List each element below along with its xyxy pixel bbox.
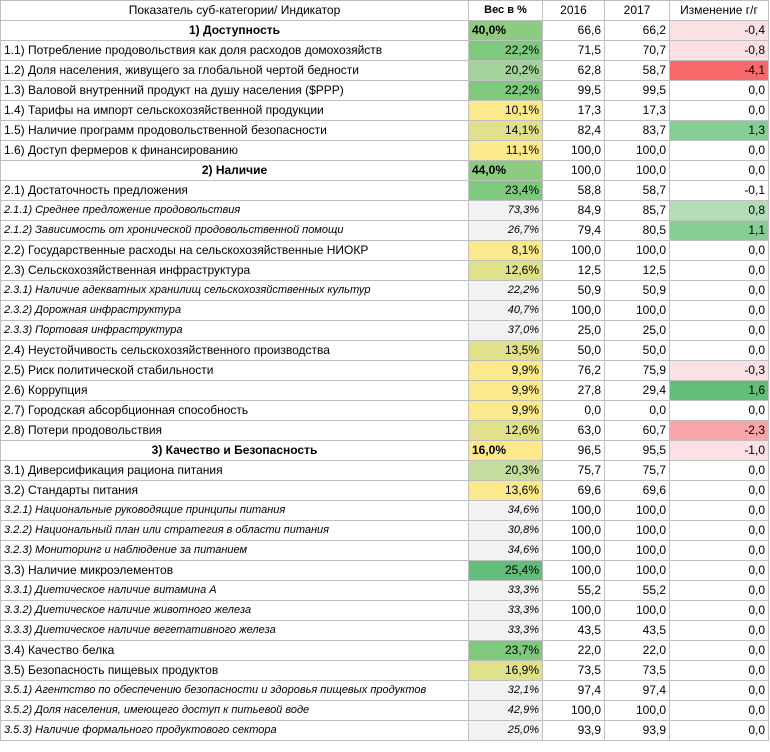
row-2017[interactable]: 66,2 (605, 21, 670, 41)
row-change[interactable]: -0,4 (670, 21, 769, 41)
row-change[interactable]: 1,1 (670, 221, 769, 241)
row-2016[interactable]: 76,2 (543, 361, 605, 381)
row-change[interactable]: 0,0 (670, 101, 769, 121)
row-2017[interactable]: 0,0 (605, 401, 670, 421)
table-row (1, 121, 769, 141)
row-2017[interactable]: 69,6 (605, 481, 670, 501)
row-label[interactable]: 3.2) Стандарты питания (1, 481, 469, 501)
row-2016[interactable]: 75,7 (543, 461, 605, 481)
header-row (1, 1, 769, 21)
row-label[interactable]: 2.4) Неустойчивость сельскохозяйственного производства (1, 341, 469, 361)
row-2016[interactable]: 97,4 (543, 681, 605, 701)
row-2016[interactable]: 71,5 (543, 41, 605, 61)
row-label[interactable]: 1.5) Наличие программ продовольственной безопасности (1, 121, 469, 141)
table-row (1, 341, 769, 361)
row-label[interactable]: 2.1.2) Зависимость от хронической продовольственной помощи (1, 221, 469, 241)
row-weight[interactable]: 12,6% (469, 421, 543, 441)
row-change[interactable]: 0,0 (670, 561, 769, 581)
row-2016[interactable]: 84,9 (543, 201, 605, 221)
row-2016[interactable]: 100,0 (543, 161, 605, 181)
row-weight[interactable]: 25,0% (469, 721, 543, 741)
row-2017[interactable]: 17,3 (605, 101, 670, 121)
row-weight[interactable]: 16,0% (469, 441, 543, 461)
row-2016[interactable]: 63,0 (543, 421, 605, 441)
row-2017[interactable]: 100,0 (605, 561, 670, 581)
row-weight[interactable]: 9,9% (469, 381, 543, 401)
row-label[interactable]: 3.5.3) Наличие формального продуктового сектора (1, 721, 469, 741)
row-2017[interactable]: 100,0 (605, 161, 670, 181)
row-2016[interactable]: 100,0 (543, 561, 605, 581)
row-change[interactable]: 0,0 (670, 161, 769, 181)
row-label[interactable]: 3.5.1) Агентство по обеспечению безопасности и здоровья пищевых продуктов (1, 681, 469, 701)
table-row (1, 601, 769, 621)
row-label[interactable]: 2.3.3) Портовая инфраструктура (1, 321, 469, 341)
row-label[interactable]: 2.8) Потери продовольствия (1, 421, 469, 441)
row-weight[interactable]: 32,1% (469, 681, 543, 701)
row-2017[interactable]: 29,4 (605, 381, 670, 401)
row-label[interactable]: 3.3) Наличие микроэлементов (1, 561, 469, 581)
row-weight[interactable]: 8,1% (469, 241, 543, 261)
table-row (1, 541, 769, 561)
row-change[interactable]: 0,0 (670, 501, 769, 521)
row-2017[interactable]: 60,7 (605, 421, 670, 441)
table-row (1, 521, 769, 541)
row-change[interactable]: 0,0 (670, 281, 769, 301)
row-2017[interactable]: 75,9 (605, 361, 670, 381)
table-row (1, 721, 769, 741)
row-label[interactable]: 3.2.2) Национальный план или стратегия в области питания (1, 521, 469, 541)
row-change[interactable]: 0,0 (670, 581, 769, 601)
row-weight[interactable]: 34,6% (469, 541, 543, 561)
table-row (1, 701, 769, 721)
row-2017[interactable]: 55,2 (605, 581, 670, 601)
table-row (1, 461, 769, 481)
row-2016[interactable]: 55,2 (543, 581, 605, 601)
table-row (1, 181, 769, 201)
row-2016[interactable]: 50,0 (543, 341, 605, 361)
row-change[interactable]: 0,0 (670, 481, 769, 501)
row-2017[interactable]: 100,0 (605, 301, 670, 321)
table-row (1, 41, 769, 61)
row-change[interactable]: -2,3 (670, 421, 769, 441)
row-change[interactable]: -0,1 (670, 181, 769, 201)
row-2016[interactable]: 69,6 (543, 481, 605, 501)
row-weight[interactable]: 40,0% (469, 21, 543, 41)
row-weight[interactable]: 11,1% (469, 141, 543, 161)
row-2017[interactable]: 12,5 (605, 261, 670, 281)
row-2017[interactable]: 75,7 (605, 461, 670, 481)
row-2017[interactable]: 85,7 (605, 201, 670, 221)
row-weight[interactable]: 33,3% (469, 601, 543, 621)
row-change[interactable]: 0,0 (670, 341, 769, 361)
row-2016[interactable]: 100,0 (543, 301, 605, 321)
row-2016[interactable]: 25,0 (543, 321, 605, 341)
row-2017[interactable]: 22,0 (605, 641, 670, 661)
row-2016[interactable]: 58,8 (543, 181, 605, 201)
row-2017[interactable]: 100,0 (605, 701, 670, 721)
table-row (1, 561, 769, 581)
row-label[interactable]: 2.3.2) Дорожная инфраструктура (1, 301, 469, 321)
row-label[interactable]: 2.5) Риск политической стабильности (1, 361, 469, 381)
row-2017[interactable]: 58,7 (605, 181, 670, 201)
row-weight[interactable]: 33,3% (469, 581, 543, 601)
table-row (1, 301, 769, 321)
row-change[interactable]: 0,0 (670, 461, 769, 481)
row-change[interactable]: 0,0 (670, 661, 769, 681)
category-row-quality-safety (1, 441, 769, 461)
row-2016[interactable]: 62,8 (543, 61, 605, 81)
row-label[interactable]: 2.1) Достаточность предложения (1, 181, 469, 201)
row-2017[interactable]: 50,9 (605, 281, 670, 301)
table-row (1, 101, 769, 121)
row-change[interactable]: 0,8 (670, 201, 769, 221)
row-label[interactable]: 1.2) Доля населения, живущего за глобальной чертой бедности (1, 61, 469, 81)
row-change[interactable]: 0,0 (670, 321, 769, 341)
row-change[interactable]: 0,0 (670, 81, 769, 101)
row-2017[interactable]: 95,5 (605, 441, 670, 461)
row-weight[interactable]: 14,1% (469, 121, 543, 141)
row-2016[interactable]: 73,5 (543, 661, 605, 681)
table-row (1, 681, 769, 701)
row-2016[interactable]: 66,6 (543, 21, 605, 41)
row-2017[interactable]: 100,0 (605, 501, 670, 521)
row-label[interactable]: 2.3) Сельскохозяйственная инфраструктура (1, 261, 469, 281)
row-weight[interactable]: 22,2% (469, 281, 543, 301)
row-change[interactable]: 0,0 (670, 701, 769, 721)
row-2017[interactable]: 100,0 (605, 241, 670, 261)
row-label[interactable]: 3.2.3) Мониторинг и наблюдение за питанием (1, 541, 469, 561)
table-row (1, 281, 769, 301)
row-weight[interactable]: 12,6% (469, 261, 543, 281)
table-row (1, 61, 769, 81)
row-weight[interactable]: 10,1% (469, 101, 543, 121)
table-row (1, 201, 769, 221)
table-row (1, 401, 769, 421)
table-row (1, 581, 769, 601)
header-2016[interactable]: 2016 (543, 1, 605, 21)
row-2017[interactable]: 80,5 (605, 221, 670, 241)
row-weight[interactable]: 73,3% (469, 201, 543, 221)
row-label[interactable]: 1.3) Валовой внутренний продукт на душу населения ($PPP) (1, 81, 469, 101)
row-2016[interactable]: 100,0 (543, 241, 605, 261)
row-2016[interactable]: 79,4 (543, 221, 605, 241)
table-row (1, 641, 769, 661)
row-weight[interactable]: 9,9% (469, 401, 543, 421)
row-2017[interactable]: 50,0 (605, 341, 670, 361)
row-change[interactable]: 0,0 (670, 141, 769, 161)
row-label[interactable]: 1.1) Потребление продовольствия как доля расходов домохозяйств (1, 41, 469, 61)
row-2016[interactable]: 22,0 (543, 641, 605, 661)
table-row (1, 501, 769, 521)
row-label[interactable]: 2.1.1) Среднее предложение продовольствия (1, 201, 469, 221)
row-label[interactable]: 3.1) Диверсификация рациона питания (1, 461, 469, 481)
row-label[interactable]: 1.4) Тарифы на импорт сельскохозяйственной продукции (1, 101, 469, 121)
table-row (1, 661, 769, 681)
row-label[interactable]: 2.3.1) Наличие адекватных хранилищ сельскохозяйственных культур (1, 281, 469, 301)
table-row (1, 81, 769, 101)
row-2016[interactable]: 96,5 (543, 441, 605, 461)
row-2017[interactable]: 93,9 (605, 721, 670, 741)
row-2016[interactable]: 100,0 (543, 541, 605, 561)
row-change[interactable]: 0,0 (670, 541, 769, 561)
row-2016[interactable]: 100,0 (543, 501, 605, 521)
row-label[interactable]: 3.2.1) Национальные руководящие принципы питания (1, 501, 469, 521)
row-2017[interactable]: 73,5 (605, 661, 670, 681)
row-label[interactable]: 2.6) Коррупция (1, 381, 469, 401)
row-2017[interactable]: 43,5 (605, 621, 670, 641)
row-weight[interactable]: 20,3% (469, 461, 543, 481)
table-row (1, 141, 769, 161)
row-2016[interactable]: 50,9 (543, 281, 605, 301)
row-2017[interactable]: 100,0 (605, 601, 670, 621)
row-label[interactable]: 3.4) Качество белка (1, 641, 469, 661)
row-weight[interactable]: 16,9% (469, 661, 543, 681)
category-row-availability (1, 161, 769, 181)
category-row-availability-access (1, 21, 769, 41)
row-2016[interactable]: 27,8 (543, 381, 605, 401)
header-indicator[interactable]: Показатель суб-категории/ Индикатор (1, 1, 469, 21)
row-change[interactable]: 0,0 (670, 641, 769, 661)
row-weight[interactable]: 42,9% (469, 701, 543, 721)
row-change[interactable]: -0,3 (670, 361, 769, 381)
row-weight[interactable]: 13,6% (469, 481, 543, 501)
row-2016[interactable]: 82,4 (543, 121, 605, 141)
row-change[interactable]: 1,6 (670, 381, 769, 401)
row-label[interactable]: 1) Доступность (1, 21, 469, 41)
row-label[interactable]: 3) Качество и Безопасность (1, 441, 469, 461)
row-weight[interactable]: 22,2% (469, 81, 543, 101)
table-row (1, 221, 769, 241)
header-change[interactable]: Изменение г/г (670, 1, 769, 21)
row-change[interactable]: 0,0 (670, 301, 769, 321)
row-weight[interactable]: 40,7% (469, 301, 543, 321)
row-2017[interactable]: 100,0 (605, 141, 670, 161)
row-weight[interactable]: 9,9% (469, 361, 543, 381)
row-weight[interactable]: 30,8% (469, 521, 543, 541)
row-2016[interactable]: 100,0 (543, 141, 605, 161)
row-weight[interactable]: 37,0% (469, 321, 543, 341)
table-row (1, 421, 769, 441)
row-2017[interactable]: 70,7 (605, 41, 670, 61)
row-2016[interactable]: 0,0 (543, 401, 605, 421)
row-weight[interactable]: 22,2% (469, 41, 543, 61)
row-change[interactable]: 0,0 (670, 241, 769, 261)
row-label[interactable]: 3.3.3) Диетическое наличие вегетативного железа (1, 621, 469, 641)
row-change[interactable]: -4,1 (670, 61, 769, 81)
row-weight[interactable]: 34,6% (469, 501, 543, 521)
row-change[interactable]: 0,0 (670, 261, 769, 281)
row-label[interactable]: 2) Наличие (1, 161, 469, 181)
row-change[interactable]: -1,0 (670, 441, 769, 461)
row-2016[interactable]: 17,3 (543, 101, 605, 121)
row-change[interactable]: -0,8 (670, 41, 769, 61)
row-weight[interactable]: 13,5% (469, 341, 543, 361)
table-row (1, 261, 769, 281)
header-2017[interactable]: 2017 (605, 1, 670, 21)
table-row (1, 381, 769, 401)
table-row (1, 361, 769, 381)
row-2017[interactable]: 99,5 (605, 81, 670, 101)
row-label[interactable]: 2.7) Городская абсорбционная способность (1, 401, 469, 421)
row-label[interactable]: 3.5.2) Доля населения, имеющего доступ к питьевой воде (1, 701, 469, 721)
row-weight[interactable]: 44,0% (469, 161, 543, 181)
row-2016[interactable]: 100,0 (543, 521, 605, 541)
row-2017[interactable]: 100,0 (605, 541, 670, 561)
row-2017[interactable]: 97,4 (605, 681, 670, 701)
row-2017[interactable]: 100,0 (605, 521, 670, 541)
row-weight[interactable]: 23,7% (469, 641, 543, 661)
row-change[interactable]: 0,0 (670, 601, 769, 621)
table-row (1, 321, 769, 341)
row-change[interactable]: 1,3 (670, 121, 769, 141)
row-2017[interactable]: 25,0 (605, 321, 670, 341)
row-weight[interactable]: 25,4% (469, 561, 543, 581)
row-change[interactable]: 0,0 (670, 681, 769, 701)
row-weight[interactable]: 20,2% (469, 61, 543, 81)
row-label[interactable]: 1.6) Доступ фермеров к финансированию (1, 141, 469, 161)
row-2016[interactable]: 99,5 (543, 81, 605, 101)
row-change[interactable]: 0,0 (670, 721, 769, 741)
row-label[interactable]: 3.3.2) Диетическое наличие животного железа (1, 601, 469, 621)
row-label[interactable]: 2.2) Государственные расходы на сельскохозяйственные НИОКР (1, 241, 469, 261)
row-2016[interactable]: 100,0 (543, 701, 605, 721)
row-2017[interactable]: 83,7 (605, 121, 670, 141)
header-weight[interactable]: Вес в % (469, 1, 543, 21)
table-row (1, 621, 769, 641)
row-2016[interactable]: 43,5 (543, 621, 605, 641)
row-2016[interactable]: 93,9 (543, 721, 605, 741)
row-change[interactable]: 0,0 (670, 621, 769, 641)
row-label[interactable]: 3.3.1) Диетическое наличие витамина А (1, 581, 469, 601)
row-weight[interactable]: 26,7% (469, 221, 543, 241)
row-change[interactable]: 0,0 (670, 401, 769, 421)
table-row (1, 241, 769, 261)
table-row (1, 481, 769, 501)
row-weight[interactable]: 33,3% (469, 621, 543, 641)
row-label[interactable]: 3.5) Безопасность пищевых продуктов (1, 661, 469, 681)
row-change[interactable]: 0,0 (670, 521, 769, 541)
row-2016[interactable]: 12,5 (543, 261, 605, 281)
row-2017[interactable]: 58,7 (605, 61, 670, 81)
row-weight[interactable]: 23,4% (469, 181, 543, 201)
row-2016[interactable]: 100,0 (543, 601, 605, 621)
